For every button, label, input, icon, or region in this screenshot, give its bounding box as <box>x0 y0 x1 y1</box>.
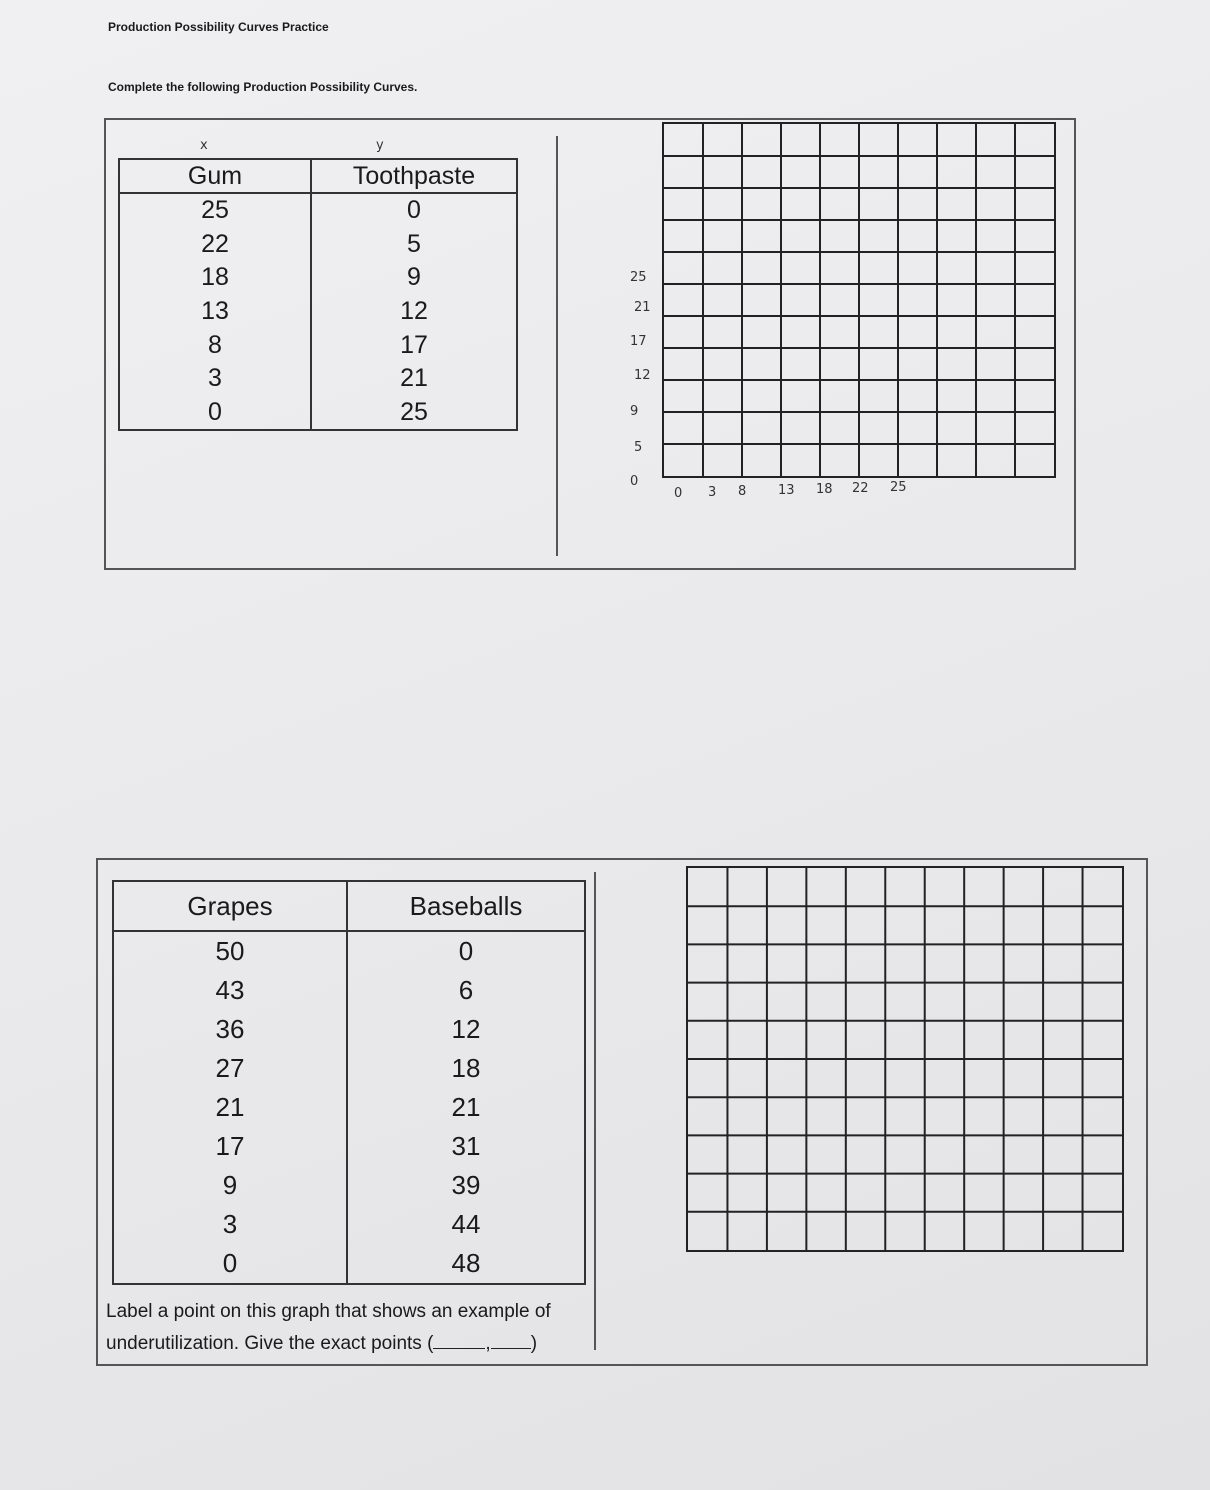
table-row <box>119 328 517 362</box>
answer-blank-x[interactable] <box>433 1348 485 1349</box>
table-row <box>113 931 585 971</box>
closing-paren: ) <box>530 1333 538 1354</box>
graph-1-y-label: 21 <box>634 300 651 315</box>
table-row <box>113 1205 585 1244</box>
table-row <box>119 295 517 329</box>
table-cell-y: 39 <box>347 1166 585 1205</box>
table-row <box>113 1166 585 1205</box>
handwritten-y-mark: y <box>376 138 384 153</box>
table-cell-y: 12 <box>311 295 517 329</box>
gum-toothpaste-table <box>118 158 518 431</box>
graph-1-y-label: 17 <box>630 334 647 349</box>
table-cell-y: 9 <box>311 261 517 295</box>
table-header-baseballs: Baseballs <box>347 881 585 931</box>
table-row <box>119 193 517 228</box>
table-header-grapes: Grapes <box>113 881 347 931</box>
graph-1-x-label: 3 <box>708 485 717 500</box>
prompt-line-2-text: underutilization. Give the exact points ( <box>106 1333 434 1354</box>
table-cell-x: 3 <box>113 1205 347 1244</box>
table-row <box>119 228 517 262</box>
table-cell-y: 0 <box>347 931 585 971</box>
table-cell-y: 6 <box>347 971 585 1010</box>
table-header-gum: Gum <box>119 159 311 193</box>
table-cell-y: 5 <box>311 228 517 262</box>
blank-separator: , <box>485 1333 491 1354</box>
graph-1-y-label: 9 <box>630 404 639 419</box>
table-cell-x: 43 <box>113 971 347 1010</box>
table-cell-y: 12 <box>347 1010 585 1049</box>
graph-1-grid <box>662 122 1056 478</box>
worksheet-title: Production Possibility Curves Practice <box>108 20 329 34</box>
graph-2-gridlines <box>688 868 1122 1250</box>
table-cell-y: 0 <box>311 193 517 228</box>
graph-1-gridlines <box>664 124 1054 476</box>
graph-1-y-label: 5 <box>634 440 643 455</box>
table-cell-x: 25 <box>119 193 311 228</box>
table-cell-y: 31 <box>347 1127 585 1166</box>
graph-1-y-label: 12 <box>634 368 651 383</box>
table-cell-y: 21 <box>311 362 517 396</box>
graph-1-x-label: 8 <box>738 484 747 499</box>
table-cell-x: 21 <box>113 1088 347 1127</box>
table-cell-x: 27 <box>113 1049 347 1088</box>
graph-1-x-label: 13 <box>778 483 795 498</box>
table-cell-x: 13 <box>119 295 311 329</box>
table-cell-x: 18 <box>119 261 311 295</box>
table-cell-x: 0 <box>119 396 311 431</box>
worksheet-instructions: Complete the following Production Possibility Curves. <box>108 80 418 94</box>
section-2-divider <box>594 872 596 1350</box>
table-cell-x: 36 <box>113 1010 347 1049</box>
table-row <box>119 396 517 431</box>
graph-1-y-label: 25 <box>630 270 647 285</box>
graph-1-x-label: 18 <box>816 482 833 497</box>
table-cell-y: 44 <box>347 1205 585 1244</box>
table-cell-x: 9 <box>113 1166 347 1205</box>
table-row <box>113 1127 585 1166</box>
prompt-line-2 <box>106 1328 586 1360</box>
table-cell-y: 18 <box>347 1049 585 1088</box>
grapes-baseballs-table <box>112 880 586 1285</box>
table-cell-x: 50 <box>113 931 347 971</box>
table-row <box>113 1049 585 1088</box>
graph-2-grid <box>686 866 1124 1252</box>
table-row <box>113 1010 585 1049</box>
table-cell-y: 17 <box>311 328 517 362</box>
underutilization-prompt <box>106 1296 586 1360</box>
table-cell-y: 21 <box>347 1088 585 1127</box>
table-cell-x: 3 <box>119 362 311 396</box>
section-1-divider <box>556 136 558 556</box>
table-cell-y: 48 <box>347 1244 585 1284</box>
answer-blank-y[interactable] <box>491 1348 531 1349</box>
graph-1-y-label: 0 <box>630 474 639 489</box>
graph-1-x-label: 25 <box>890 480 907 495</box>
table-cell-x: 8 <box>119 328 311 362</box>
table-row <box>119 362 517 396</box>
graph-1-x-label: 0 <box>674 486 683 501</box>
table-row <box>113 971 585 1010</box>
table-header-toothpaste: Toothpaste <box>311 159 517 193</box>
table-cell-x: 22 <box>119 228 311 262</box>
table-row <box>119 261 517 295</box>
table-row <box>113 1088 585 1127</box>
prompt-line-1: Label a point on this graph that shows an example of <box>106 1301 551 1322</box>
table-row <box>113 1244 585 1284</box>
table-cell-y: 25 <box>311 396 517 431</box>
handwritten-x-mark: x <box>200 138 208 153</box>
table-cell-x: 17 <box>113 1127 347 1166</box>
table-cell-x: 0 <box>113 1244 347 1284</box>
graph-1-x-label: 22 <box>852 481 869 496</box>
